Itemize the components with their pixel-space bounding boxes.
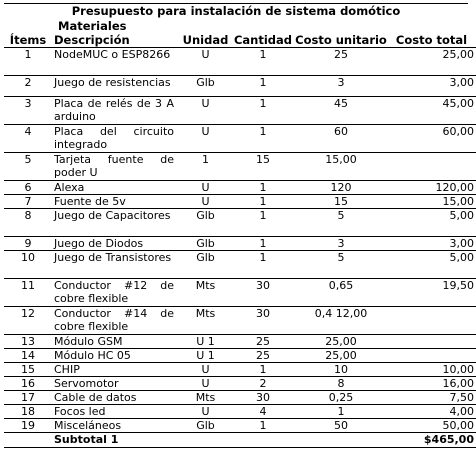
- table-row: [4, 97, 476, 125]
- cell-description: Servomotor: [52, 377, 178, 391]
- cell-unit-cost: 8: [293, 377, 389, 391]
- cell-unit-cost: 3: [293, 76, 389, 97]
- cell-quantity: 1: [233, 363, 293, 377]
- subtotal-label: Subtotal 1: [52, 433, 389, 448]
- cell-total-cost: 3,00: [389, 237, 476, 251]
- cell-quantity: 1: [233, 195, 293, 209]
- section-label: Materiales: [58, 19, 127, 33]
- cell-total-cost: 45,00: [389, 97, 476, 125]
- subtotal-spacer: [4, 433, 52, 448]
- cell-item: 10: [4, 251, 52, 279]
- cell-unit-cost: 60: [293, 125, 389, 153]
- cell-unit: 1: [178, 153, 233, 181]
- cell-unit-cost: 1: [293, 405, 389, 419]
- cell-quantity: 1: [233, 251, 293, 279]
- cell-description: Fuente de 5v: [52, 195, 178, 209]
- cell-item: 2: [4, 76, 52, 97]
- cell-unit: U: [178, 363, 233, 377]
- cell-quantity: 1: [233, 97, 293, 125]
- cell-total-cost: 25,00: [389, 48, 476, 76]
- cell-item: 19: [4, 419, 52, 433]
- subtotal-value: $465,00: [389, 433, 476, 448]
- header-description: Descripción: [52, 33, 178, 48]
- cell-unit: U: [178, 405, 233, 419]
- cell-item: 8: [4, 209, 52, 237]
- cell-unit-cost: 120: [293, 181, 389, 195]
- cell-total-cost: 16,00: [389, 377, 476, 391]
- cell-quantity: 15: [233, 153, 293, 181]
- cell-item: 3: [4, 97, 52, 125]
- cell-total-cost: 3,00: [389, 76, 476, 97]
- cell-item: 11: [4, 279, 52, 307]
- cell-item: 13: [4, 335, 52, 349]
- cell-item: 6: [4, 181, 52, 195]
- cell-unit-cost: 15: [293, 195, 389, 209]
- table-row: [4, 153, 476, 181]
- cell-total-cost: [389, 153, 476, 181]
- cell-quantity: 1: [233, 76, 293, 97]
- cell-unit-cost: 5: [293, 251, 389, 279]
- cell-total-cost: 5,00: [389, 251, 476, 279]
- table-row: [4, 391, 476, 405]
- table-row: [4, 419, 476, 433]
- cell-quantity: 1: [233, 209, 293, 237]
- cell-unit: Mts: [178, 307, 233, 335]
- cell-item: 7: [4, 195, 52, 209]
- cell-unit: Glb: [178, 419, 233, 433]
- cell-unit: U 1: [178, 349, 233, 363]
- table-row: [4, 181, 476, 195]
- header-unit-cost: Costo unitario: [293, 33, 389, 48]
- cell-unit: Mts: [178, 279, 233, 307]
- cell-description: Focos led: [52, 405, 178, 419]
- cell-unit: U 1: [178, 335, 233, 349]
- cell-description: Juego de resistencias: [52, 76, 178, 97]
- table-row: [4, 209, 476, 237]
- cell-total-cost: 60,00: [389, 125, 476, 153]
- cell-description: Misceláneos: [52, 419, 178, 433]
- cell-total-cost: [389, 349, 476, 363]
- table-row: [4, 349, 476, 363]
- table-row: [4, 377, 476, 391]
- cell-item: 12: [4, 307, 52, 335]
- cell-total-cost: 50,00: [389, 419, 476, 433]
- cell-unit: Glb: [178, 76, 233, 97]
- cell-item: 18: [4, 405, 52, 419]
- cell-description: Conductor #12 de cobre flexible: [52, 279, 178, 307]
- cell-description: Conductor #14 de cobre flexible: [52, 307, 178, 335]
- cell-description: Módulo HC 05: [52, 349, 178, 363]
- table-title: Presupuesto para instalación de sistema domótico: [4, 3, 468, 19]
- cell-total-cost: 15,00: [389, 195, 476, 209]
- table-row: [4, 76, 476, 97]
- cell-unit: Glb: [178, 209, 233, 237]
- cell-unit: U: [178, 97, 233, 125]
- table-row: [4, 335, 476, 349]
- cell-total-cost: 4,00: [389, 405, 476, 419]
- table-row: [4, 279, 476, 307]
- cell-unit-cost: 15,00: [293, 153, 389, 181]
- cell-description: Juego de Transistores: [52, 251, 178, 279]
- cell-item: 15: [4, 363, 52, 377]
- table-row: [4, 125, 476, 153]
- cell-quantity: 1: [233, 419, 293, 433]
- cell-description: Juego de Capacitores: [52, 209, 178, 237]
- cell-description: Alexa: [52, 181, 178, 195]
- cell-item: 17: [4, 391, 52, 405]
- cell-unit-cost: 5: [293, 209, 389, 237]
- cell-unit: Mts: [178, 391, 233, 405]
- subtotal-row: [4, 433, 476, 448]
- cell-item: 5: [4, 153, 52, 181]
- cell-total-cost: 120,00: [389, 181, 476, 195]
- budget-sheet: [4, 3, 474, 448]
- table-row: [4, 48, 476, 76]
- cell-quantity: 30: [233, 279, 293, 307]
- cell-description: CHIP: [52, 363, 178, 377]
- cell-total-cost: [389, 335, 476, 349]
- cell-quantity: 1: [233, 237, 293, 251]
- cell-unit-cost: 10: [293, 363, 389, 377]
- cell-total-cost: [389, 307, 476, 335]
- cell-unit-cost: 0,4 12,00: [293, 307, 389, 335]
- cell-quantity: 25: [233, 349, 293, 363]
- cell-quantity: 1: [233, 125, 293, 153]
- cell-unit-cost: 0,25: [293, 391, 389, 405]
- header-quantity: Cantidad: [233, 33, 293, 47]
- cell-description: Cable de datos: [52, 391, 178, 405]
- cell-unit: Glb: [178, 251, 233, 279]
- cell-item: 14: [4, 349, 52, 363]
- cell-description: Placa del circuito integrado: [52, 125, 178, 153]
- cell-quantity: 30: [233, 391, 293, 405]
- cell-quantity: 30: [233, 307, 293, 335]
- table-row: [4, 251, 476, 279]
- table-row: [4, 363, 476, 377]
- cell-quantity: 4: [233, 405, 293, 419]
- cell-unit: U: [178, 181, 233, 195]
- table-row: [4, 237, 476, 251]
- cell-total-cost: 19,50: [389, 279, 476, 307]
- cell-unit: U: [178, 125, 233, 153]
- cell-unit-cost: 25,00: [293, 335, 389, 349]
- cell-unit-cost: 0,65: [293, 279, 389, 307]
- cell-unit-cost: 3: [293, 237, 389, 251]
- header-unit: Unidad: [178, 33, 233, 48]
- cell-quantity: 2: [233, 377, 293, 391]
- cell-description: NodeMUC o ESP8266: [52, 48, 178, 76]
- table-row: [4, 307, 476, 335]
- cell-description: Módulo GSM: [52, 335, 178, 349]
- cell-total-cost: 5,00: [389, 209, 476, 237]
- cell-unit-cost: 25,00: [293, 349, 389, 363]
- cell-description: Juego de Diodos: [52, 237, 178, 251]
- materials-table: [4, 33, 476, 448]
- table-row: [4, 405, 476, 419]
- cell-description: Placa de relés de 3 A arduino: [52, 97, 178, 125]
- cell-description: Tarjeta fuente de poder U: [52, 153, 178, 181]
- cell-quantity: 25: [233, 335, 293, 349]
- header-items: Ítems: [4, 33, 52, 48]
- table-body: [4, 48, 476, 448]
- cell-item: 4: [4, 125, 52, 153]
- cell-item: 1: [4, 48, 52, 76]
- cell-unit: U: [178, 195, 233, 209]
- header-total-cost: Costo total: [389, 33, 476, 48]
- cell-total-cost: 10,00: [389, 363, 476, 377]
- cell-item: 9: [4, 237, 52, 251]
- cell-unit: U: [178, 48, 233, 76]
- cell-quantity: 1: [233, 181, 293, 195]
- cell-unit-cost: 25: [293, 48, 389, 76]
- cell-total-cost: 7,50: [389, 391, 476, 405]
- cell-unit-cost: 50: [293, 419, 389, 433]
- cell-item: 16: [4, 377, 52, 391]
- cell-unit: U: [178, 377, 233, 391]
- cell-quantity: 1: [233, 48, 293, 76]
- table-row: [4, 195, 476, 209]
- cell-unit: Glb: [178, 237, 233, 251]
- cell-unit-cost: 45: [293, 97, 389, 125]
- header-row: [4, 33, 476, 48]
